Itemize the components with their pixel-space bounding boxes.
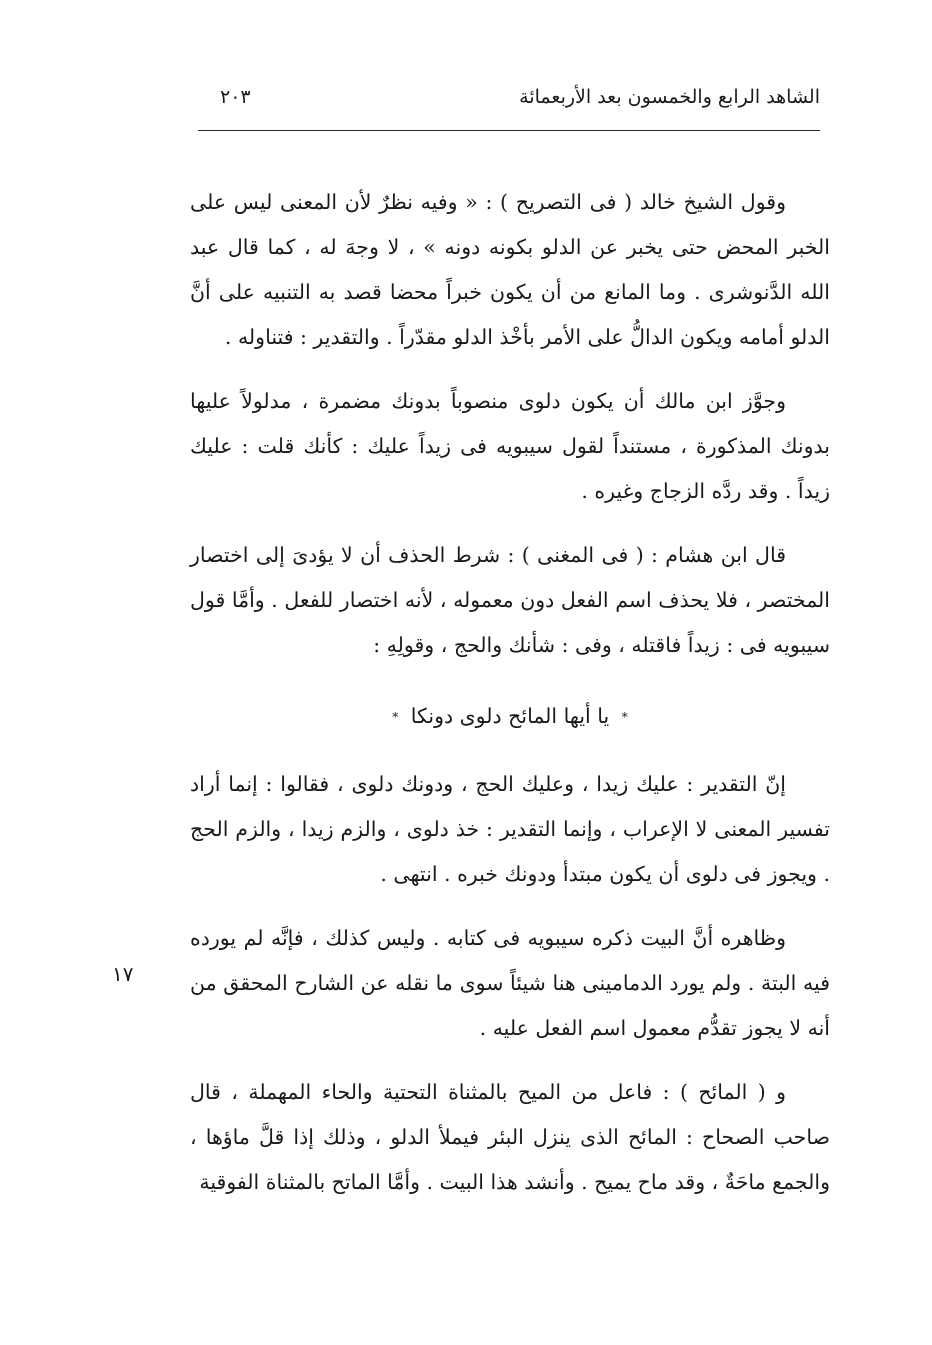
paragraph-5: وظاهره أنَّ البيت ذكره سيبويه فى كتابه . وليس كذلك ، فإنَّه لم يورده فيه البتة . ولم يورد الدمامينى هنا شيئاً سوى ما نقله عن الشارح المحقق من أنه لا يجوز تقدُّم معمول اسم الفعل عليه . [190, 926, 830, 1040]
paragraph-1: وقول الشيخ خالد ( فى التصريح ) : « وفيه نظرٌ لأن المعنى ليس على الخبر المحض حتى يخبر عن الدلو بكونه دونه » ، لا وجهَ له ، كما قال عبد الله الدَّنوشرى . وما المانع من أن يكون خبراً محضا قصد به التنبيه على أنَّ الدلو أمامه ويكون الدالُّ على الأمر بأخْذ الدلو مقدّراً . والتقدير : فتناوله . [190, 190, 830, 349]
body-text [190, 180, 830, 1224]
paragraph-4: إنّ التقدير : عليك زيدا ، وعليك الحج ، ودونك دلوى ، فقالوا : إنما أراد تفسير المعنى لا الإعراب ، وإنما التقدير : خذ دلوى ، والزم زيدا ، والزم الحج . ويجوز فى دلوى أن يكون مبتدأ ودونك خبره . انتهى . [190, 772, 830, 886]
page-number: ٢٠٣ [220, 86, 251, 108]
margin-line-number: ١٧ [112, 962, 134, 986]
paragraph-6: و ( المائح ) : فاعل من الميح بالمثناة التحتية والحاء المهملة ، قال صاحب الصحاح : المائح الذى ينزل البئر فيملأ الدلو ، وذلك إذا قلَّ ماؤها ، والجمع ماحَةٌ ، وقد ماح يميح . وأنشد هذا البيت . وأمَّا الماتح بالمثناة الفوقية [190, 1080, 830, 1194]
verse-ornament-right: * [621, 710, 628, 724]
page-header [198, 76, 820, 122]
paragraph-2: وجوَّز ابن مالك أن يكون دلوى منصوباً بدونك مضمرة ، مدلولاً عليها بدونك المذكورة ، مستنداً لقول سيبويه فى زيداً عليك : كأنك قلت : عليك زيداً . وقد ردَّه الزجاج وغيره . [190, 389, 830, 503]
verse-ornament-left: * [392, 710, 399, 724]
verse-line [190, 694, 830, 740]
verse-text: يا أيها المائح دلوى دونكا [410, 704, 610, 728]
running-title: الشاهد الرابع والخمسون بعد الأربعمائة [519, 86, 820, 108]
paragraph-3: قال ابن هشام : ( فى المغنى ) : شرط الحذف أن لا يؤدىَ إلى اختصار المختصر ، فلا يحذف اسم الفعل دون معموله ، لأنه اختصار للفعل . وأمَّا قول سيبويه فى : زيداً فاقتله ، وفى : شأنك والحج ، وقولِهِ : [190, 543, 830, 657]
header-rule [198, 130, 820, 131]
